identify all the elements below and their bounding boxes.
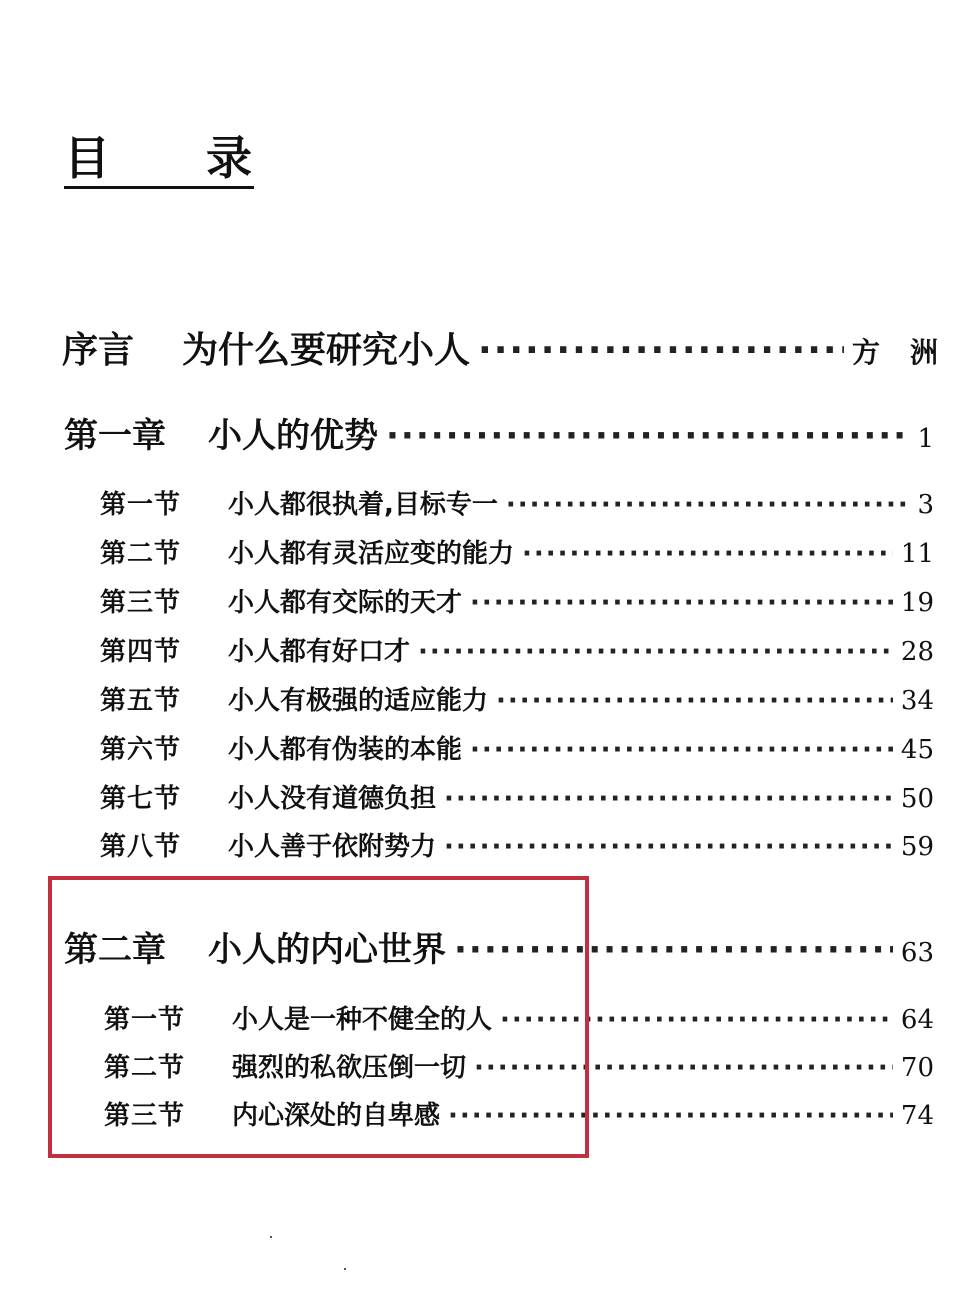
section-title: 小人都很执着,目标专一	[228, 490, 498, 520]
scan-speck	[344, 1268, 346, 1270]
dot-leader	[506, 490, 910, 520]
dot-leader	[386, 416, 909, 456]
preface-title: 为什么要研究小人	[182, 329, 471, 371]
section-title: 内心深处的自卑感	[232, 1101, 441, 1131]
section-page: 64	[900, 1005, 934, 1035]
page-title	[64, 128, 254, 189]
toc-section[interactable]	[100, 582, 934, 619]
section-number: 第四节	[100, 637, 182, 667]
dot-leader	[444, 784, 893, 814]
section-number: 第五节	[100, 686, 182, 716]
toc-section[interactable]	[100, 826, 934, 863]
section-page: 19	[900, 588, 934, 618]
toc-section[interactable]	[100, 533, 934, 570]
section-number: 第二节	[104, 1053, 186, 1083]
dot-leader	[478, 330, 844, 371]
toc-section[interactable]	[100, 729, 934, 766]
page-title-char-1: 目	[64, 131, 112, 185]
section-page: 28	[900, 637, 934, 667]
toc-section[interactable]	[100, 631, 934, 668]
section-number: 第一节	[100, 490, 182, 520]
section-title: 小人有极强的适应能力	[228, 686, 489, 716]
section-number: 第八节	[100, 832, 182, 862]
section-number: 第三节	[100, 588, 182, 618]
section-title: 小人都有好口才	[228, 637, 411, 667]
section-page: 3	[917, 490, 934, 520]
dot-leader	[470, 735, 893, 765]
chapter-title: 小人的优势	[208, 416, 378, 456]
section-number: 第六节	[100, 735, 182, 765]
section-title: 小人善于依附势力	[228, 832, 437, 862]
chapter-number: 第一章	[64, 416, 166, 456]
section-title: 小人没有道德负担	[228, 784, 437, 814]
dot-leader	[470, 588, 893, 618]
section-page: 50	[900, 784, 934, 814]
page-title-char-2: 录	[206, 131, 254, 185]
section-title: 小人是一种不健全的人	[232, 1005, 493, 1035]
section-number: 第三节	[104, 1101, 186, 1131]
chapter-title: 小人的内心世界	[208, 930, 446, 970]
section-title: 小人都有灵活应变的能力	[228, 539, 515, 569]
preface-label: 序言	[62, 329, 135, 371]
preface-author: 方洲	[851, 336, 968, 369]
section-page: 45	[900, 735, 934, 765]
chapter-page: 1	[917, 424, 934, 454]
section-title: 强烈的私欲压倒一切	[232, 1053, 467, 1083]
chapter-page: 63	[900, 938, 934, 968]
section-number: 第七节	[100, 784, 182, 814]
toc-preface[interactable]	[62, 322, 968, 373]
section-page: 74	[900, 1101, 934, 1131]
highlight-box	[48, 876, 589, 1158]
section-page: 34	[900, 686, 934, 716]
toc-section[interactable]	[100, 680, 934, 717]
section-title: 小人都有伪装的本能	[228, 735, 463, 765]
section-page: 70	[900, 1053, 934, 1083]
toc-section[interactable]	[100, 484, 934, 521]
section-title: 小人都有交际的天才	[228, 588, 463, 618]
section-page: 11	[900, 539, 934, 569]
dot-leader	[522, 539, 893, 569]
toc-section[interactable]	[100, 778, 934, 815]
dot-leader	[444, 832, 893, 862]
dot-leader	[418, 637, 893, 667]
dot-leader	[496, 686, 893, 716]
section-number: 第二节	[100, 539, 182, 569]
chapter-number: 第二章	[64, 930, 166, 970]
section-page: 59	[900, 832, 934, 862]
scan-speck	[270, 1236, 272, 1238]
toc-chapter-1[interactable]	[64, 408, 934, 457]
section-number: 第一节	[104, 1005, 186, 1035]
